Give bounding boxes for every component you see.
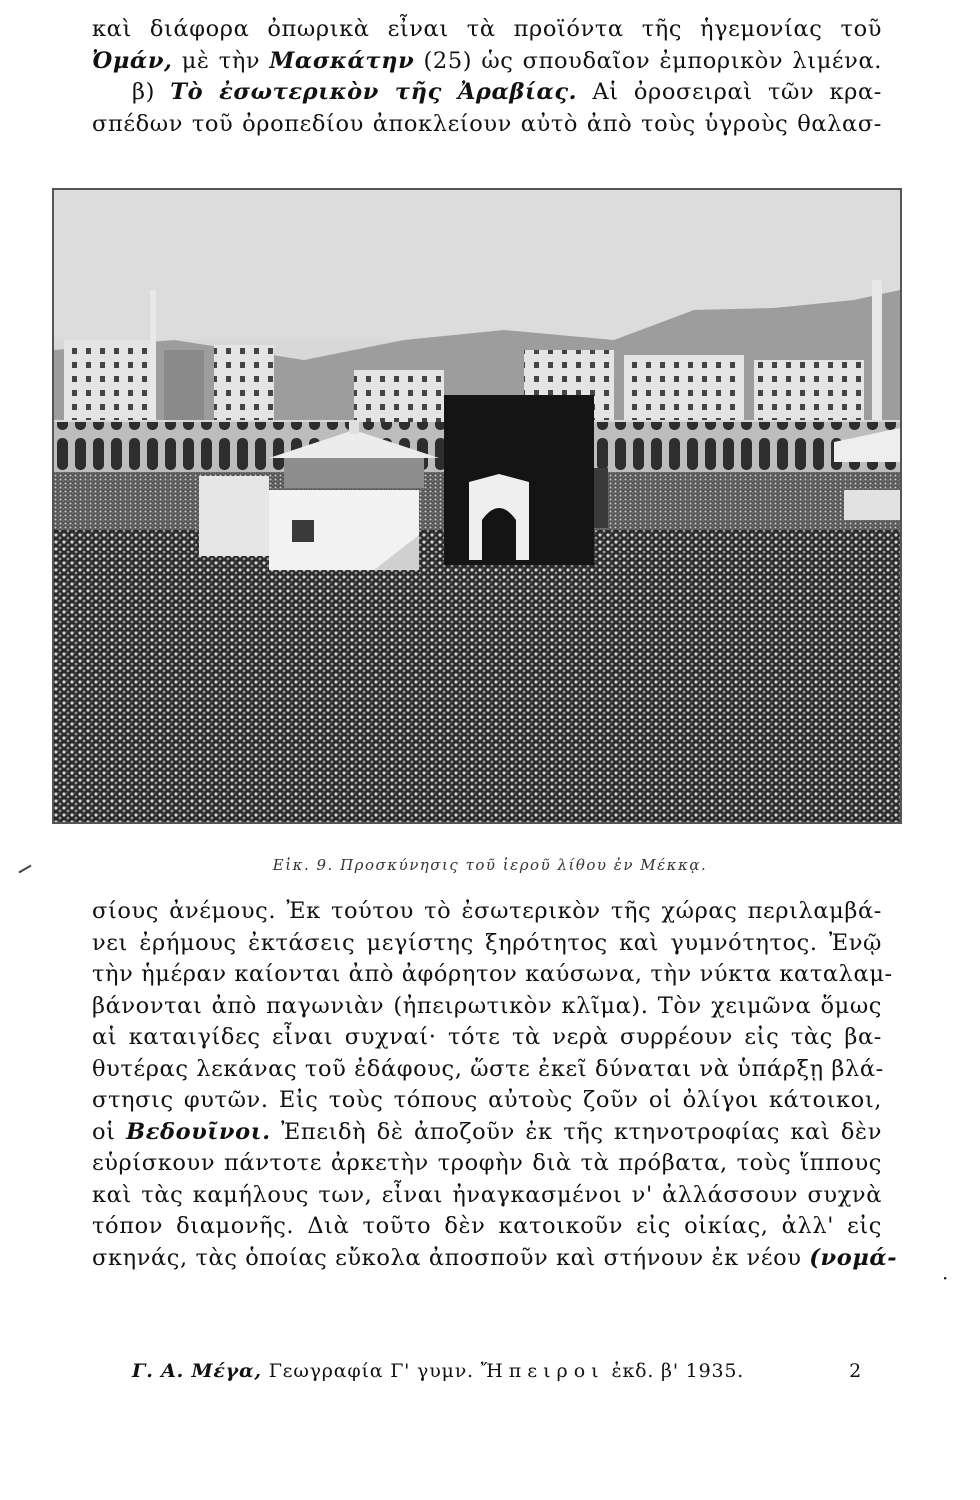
text-line: Ὀμάν, μὲ τὴν Μασκάτην (25) ὡς σπουδαῖον ἐμπορικὸν λιμένα.	[92, 47, 882, 74]
place-name-muscat: Μασκάτην	[269, 47, 415, 74]
text-line: εὑρίσκουν πάντοτε ἀρκετὴν τροφὴν διὰ τὰ πρόβατα, τοὺς ἵππους	[92, 1150, 882, 1176]
text-line: τὴν ἡμέραν καίονται ἀπὸ ἀφόρητον καύσωνα, τὴν νύκτα καταλαμ-	[92, 961, 893, 987]
term-nomads: (νομά-	[809, 1244, 898, 1271]
page-number: 2	[849, 1360, 862, 1382]
text-line: αἱ καταιγίδες εἶναι συχναί· τότε τὰ νερὰ συρρέουν εἰς τὰς βα-	[92, 1024, 882, 1050]
place-name-oman: Ὀμάν,	[92, 47, 173, 74]
text-line: θυτέρας λεκάνας τοῦ ἐδάφους, ὥστε ἐκεῖ δύναται νὰ ὑπάρξῃ βλά-	[92, 1055, 884, 1082]
footer-title: Γεωγραφία Γ' γυμν.	[261, 1360, 481, 1382]
text-line: σπέδων τοῦ ὀροπεδίου ἀποκλείουν αὐτὸ ἀπὸ τοὺς ὑγροὺς θαλασ-	[92, 110, 882, 137]
margin-mark: ·	[942, 1266, 949, 1290]
text-line: καὶ διάφορα ὀπωρικὰ εἶναι τὰ προϊόντα τῆς ἡγεμονίας τοῦ	[92, 16, 882, 42]
top-paragraph	[92, 14, 882, 140]
text-line: οἱ Βεδουῖνοι. Ἐπειδὴ δὲ ἀποζοῦν ἐκ τῆς κτηνοτροφίας καὶ δὲν	[92, 1118, 882, 1145]
page-footer	[132, 1360, 862, 1382]
text-line: καὶ τὰς καμήλους των, εἶναι ἠναγκασμένοι ν' ἀλλάσσουν συχνὰ	[92, 1181, 882, 1208]
footer-spaced-word: Ἤπειροι	[480, 1360, 605, 1382]
figure-caption: Εἰκ. 9. Προσκύνησις τοῦ ἱεροῦ λίθου ἐν Μέκκᾳ.	[272, 856, 708, 874]
text-line: β) Τὸ ἐσωτερικὸν τῆς Ἀραβίας. Αἱ ὀροσειραὶ τῶν κρα-	[132, 79, 882, 105]
footer-author: Γ. Α. Μέγα,	[132, 1360, 262, 1382]
footer-edition: ἐκδ. β' 1935.	[604, 1360, 745, 1382]
text-line: σκηνάς, τὰς ὁποίας εὔκολα ἀποσποῦν καὶ στήνουν ἐκ νέου (νομά-	[92, 1244, 898, 1271]
section-heading: Τὸ ἐσωτερικὸν τῆς Ἀραβίας.	[170, 79, 578, 105]
mecca-photo-illustration	[54, 190, 900, 822]
text-line: τόπον διαμονῆς. Διὰ τοῦτο δὲν κατοικοῦν εἰς οἰκίας, ἀλλ' εἰς	[92, 1213, 882, 1239]
footer-citation	[132, 1360, 744, 1382]
term-bedouins: Βεδουῖνοι.	[126, 1118, 271, 1145]
text-line: βάνονται ἀπὸ παγωνιὰν (ἠπειρωτικὸν κλῖμα). Τὸν χειμῶνα ὅμως	[92, 992, 882, 1019]
main-paragraph	[92, 896, 898, 1274]
mecca-photograph	[52, 188, 902, 824]
text-line: νει ἐρήμους ἐκτάσεις μεγίστης ξηρότητος καὶ γυμνότητος. Ἐνῷ	[92, 929, 882, 956]
text-line: σίους ἀνέμους. Ἐκ τούτου τὸ ἐσωτερικὸν τῆς χώρας περιλαμβά-	[92, 898, 882, 924]
text-line: στησις φυτῶν. Εἰς τοὺς τόπους αὐτοὺς ζοῦν οἱ ὀλίγοι κάτοικοι,	[92, 1087, 882, 1113]
